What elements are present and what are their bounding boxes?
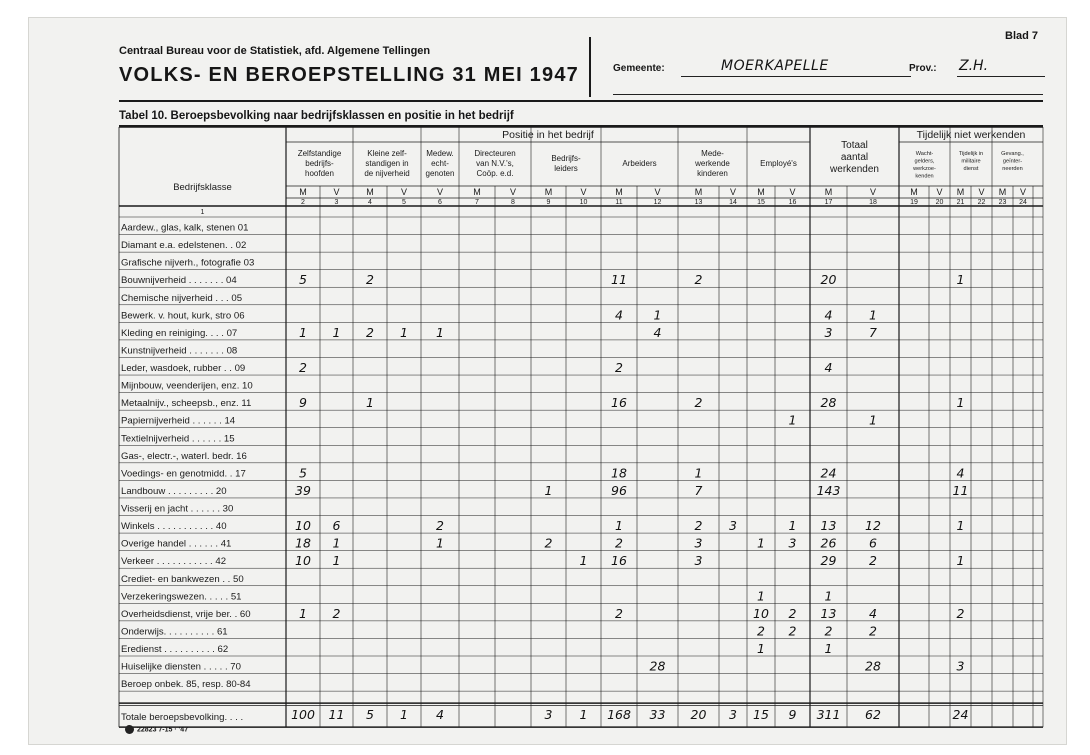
handwritten-value: 1 [869,307,877,323]
row-label: Landbouw . . . . . . . . . 20 [121,485,227,497]
handwritten-value: 18 [611,465,627,481]
tijdelijk-subheader-line: neerden [1002,166,1023,172]
handwritten-value: 1 [653,307,662,323]
mv-label: M [694,187,703,197]
total-value: 3 [544,707,553,723]
handwritten-value: 1 [757,641,765,656]
group-header-line: Directeuren [474,149,516,158]
group-header-line: echt- [431,159,449,168]
column-number: 4 [368,199,372,206]
tijdelijk-subheader-line: Tijdelijk in [958,151,984,157]
total-value: 5 [366,707,374,723]
handwritten-value: 3 [824,324,833,340]
mv-label: M [757,187,765,197]
handwritten-value: 143 [816,482,841,498]
row-label: Huiselijke diensten . . . . . 70 [121,661,241,673]
handwritten-value: 1 [956,553,965,569]
handwritten-value: 3 [694,553,703,569]
handwritten-value: 2 [332,605,341,621]
total-value: 3 [729,707,737,723]
handwritten-value: 1 [544,482,553,498]
handwritten-value: 2 [544,535,553,551]
table-title: Tabel 10. Beroepsbevolking naar bedrijfsklassen en positie in het bedrijf [119,110,514,122]
handwritten-value: 18 [295,535,311,551]
column-number: 19 [910,199,918,206]
tijdelijk-subheader-line: gelders, [914,158,935,165]
handwritten-value: 2 [366,324,374,340]
group-header-line: Mede- [701,149,724,158]
row-label: Kleding en reiniging. . . . 07 [121,327,238,339]
handwritten-value: 1 [757,588,765,604]
handwritten-value: 1 [579,553,588,569]
group-header-line: bedrijfs- [305,159,334,168]
handwritten-value: 1 [332,553,341,569]
mv-label: V [509,187,517,197]
handwritten-value: 2 [824,623,833,639]
mv-label: M [910,187,918,197]
handwritten-value: 10 [295,553,311,569]
group-header-line: standigen in [365,159,409,168]
form-footer [125,725,188,734]
row-label: Diamant e.a. edelstenen. . 02 [121,240,247,252]
handwritten-value: 1 [332,324,341,340]
row-label: Visserij en jacht . . . . . . 30 [121,503,234,515]
total-value: 24 [952,707,969,723]
total-value: 4 [436,707,444,723]
handwritten-value: 1 [956,518,965,534]
row-label: Leder, wasdoek, rubber . . 09 [121,363,246,375]
page-number: Blad 7 [1005,30,1039,42]
census-table [29,18,1066,744]
group-header-line: de nijverheid [364,169,410,178]
handwritten-value: 1 [436,535,444,551]
row-label: Bewerk. v. hout, kurk, stro 06 [121,310,245,322]
group-header-line: Bedrijfs- [551,154,581,163]
handwritten-value: 2 [615,535,623,551]
row-label: Crediet- en bankwezen . . 50 [121,573,244,585]
handwritten-value: 3 [788,535,797,551]
handwritten-value: 1 [869,412,877,428]
handwritten-value: 1 [824,641,833,656]
handwritten-value: 11 [952,482,969,498]
handwritten-value: 7 [694,482,703,498]
group-header-line: leiders [554,164,578,173]
column-number: 21 [956,199,965,206]
group-header-line: Zelfstandige [297,149,342,158]
mv-label: V [400,187,408,197]
handwritten-value: 7 [869,324,877,340]
tijdelijk-subheader-line: militaire [961,158,981,165]
group-header-line: hoofden [305,169,334,178]
handwritten-value: 13 [820,605,837,621]
mv-label: M [366,187,374,197]
column-number: 6 [438,199,442,206]
row-label: Papiernijverheid . . . . . . 14 [121,415,236,427]
column-number: 17 [824,199,833,206]
total-value: 20 [690,707,707,723]
totaal-header-line: Totaal [841,140,868,151]
row-label: Voedings- en genotmidd. . 17 [121,468,246,480]
row-label: Winkels . . . . . . . . . . . 40 [121,521,227,533]
handwritten-value: 2 [869,623,877,639]
column-number: 7 [475,199,479,206]
handwritten-value: 2 [869,553,877,569]
handwritten-value: 2 [366,272,374,288]
mv-label: V [333,187,340,197]
handwritten-value: 2 [694,272,703,288]
column-number: 15 [757,199,765,206]
handwritten-value: 6 [869,535,877,551]
totaal-header-line: werkenden [830,164,879,175]
handwritten-value: 4 [824,360,833,376]
column-number: 14 [729,199,737,206]
total-value: 11 [328,707,345,723]
group-header-line: van N.V.'s, [476,159,514,168]
total-value: 1 [400,707,408,723]
handwritten-value: 4 [869,605,877,621]
handwritten-value: 29 [820,553,837,569]
handwritten-value: 1 [299,324,307,340]
mv-label: V [936,187,943,197]
handwritten-value: 20 [820,272,837,288]
handwritten-value: 16 [611,553,627,569]
column-number-1: 1 [200,209,205,216]
row-label: Textielnijverheid . . . . . . 15 [121,433,235,445]
total-value: 311 [816,707,841,723]
handwritten-value: 16 [611,395,627,411]
handwritten-value: 3 [729,518,737,534]
column-number: 16 [788,199,797,206]
gemeente-label: Gemeente: [613,63,665,74]
handwritten-value: 1 [299,605,307,621]
mv-label: V [1019,187,1027,197]
mv-label: M [473,187,481,197]
total-value: 33 [649,707,666,723]
printer-logo-icon [125,725,134,734]
footer-code: 22823 7-15 · '47 [137,726,189,734]
handwritten-value: 1 [332,535,341,551]
column-number: 3 [334,199,339,206]
handwritten-value: 4 [824,307,833,323]
row-label: Mijnbouw, veenderijen, enz. 10 [121,380,253,392]
handwritten-value: 24 [820,465,837,481]
total-value: 9 [788,707,797,723]
group-header-line: genoten [425,169,455,178]
handwritten-value: 11 [611,272,627,288]
column-number: 22 [977,199,986,206]
handwritten-value: 5 [299,465,307,481]
handwritten-value: 1 [615,518,623,534]
row-label: Overige handel . . . . . . 41 [121,538,232,550]
gemeente-value: MOERKAPELLE [721,58,829,74]
bedrijfsklasse-header: Bedrijfsklasse [173,182,232,193]
handwritten-value: 96 [611,482,627,498]
mv-label: M [544,187,553,197]
handwritten-value: 2 [757,623,765,639]
mv-label: M [998,187,1007,197]
handwritten-value: 1 [956,272,965,288]
row-label: Gas-, electr.-, waterl. bedr. 16 [121,450,247,462]
column-number: 11 [615,199,623,206]
handwritten-value: 1 [436,324,444,340]
handwritten-value: 28 [820,395,837,411]
handwritten-value: 4 [653,324,662,340]
column-number: 20 [935,199,944,206]
total-value: 15 [753,707,769,723]
total-value: 62 [865,707,881,723]
totals-label: Totale beroepsbevolking. . . . [121,712,244,724]
mv-label: V [789,187,796,197]
row-label: Overheidsdienst, vrije ber. . 60 [121,608,251,620]
column-number: 13 [694,199,703,206]
handwritten-value: 39 [295,482,311,498]
group-header-line: Employé's [760,159,797,168]
tijdelijk-subheader-line: Wacht- [915,151,934,157]
handwritten-value: 2 [615,605,623,621]
census-form-sheet [28,17,1067,745]
handwritten-value: 2 [788,605,797,621]
mv-label: V [436,187,444,197]
total-value: 1 [579,707,588,723]
mv-label: M [956,187,965,197]
row-label: Bouwnijverheid . . . . . . . 04 [121,275,237,287]
row-label: Chemische nijverheid . . . 05 [121,292,243,304]
tijdelijk-subheader-line: kenden [915,173,934,180]
handwritten-value: 1 [400,324,408,340]
handwritten-value: 2 [956,605,965,621]
handwritten-value: 3 [956,658,965,674]
totaal-header-line: aantal [840,152,869,163]
handwritten-value: 1 [757,535,765,551]
handwritten-value: 1 [824,588,833,604]
tijdelijk-subheader-line: werkzoe- [913,166,936,172]
column-number: 8 [511,199,515,206]
handwritten-value: 2 [299,360,307,376]
row-label: Verzekeringswezen. . . . . 51 [121,591,242,603]
column-number: 2 [301,199,305,206]
column-number: 23 [998,199,1007,206]
row-label: Beroep onbek. 85, resp. 80-84 [121,679,251,691]
group-header-line: Coöp. e.d. [476,169,514,178]
handwritten-value: 1 [366,395,374,411]
mv-label: V [978,187,985,197]
row-label: Grafische nijverh., fotografie 03 [121,257,255,269]
handwritten-value: 26 [820,535,837,551]
handwritten-value: 3 [694,535,703,551]
group-header-line: werkende [695,159,730,168]
mv-label: M [615,187,623,197]
handwritten-value: 2 [615,360,623,376]
handwritten-value: 9 [299,395,307,411]
handwritten-value: 12 [865,518,881,534]
province-value: Z.H. [959,58,989,74]
handwritten-value: 10 [753,605,769,621]
handwritten-value: 4 [956,465,965,481]
mv-label: V [580,187,587,197]
row-label: Metaalnijv., scheepsb., enz. 11 [121,398,252,410]
handwritten-value: 2 [788,623,797,639]
handwritten-value: 1 [788,412,797,428]
column-number: 5 [402,199,406,206]
group-header-line: Kleine zelf- [367,149,407,158]
handwritten-value: 28 [865,658,881,674]
column-number: 10 [579,199,588,206]
column-number: 9 [546,199,551,206]
mv-label: M [299,187,307,197]
column-number: 18 [869,199,877,206]
positie-header: Positie in het bedrijf [502,129,594,141]
total-value: 100 [291,707,315,723]
handwritten-value: 1 [694,465,703,481]
row-label: Kunstnijverheid . . . . . . . 08 [121,345,238,357]
column-number: 24 [1019,199,1027,206]
handwritten-value: 6 [332,518,341,534]
mv-label: V [654,187,661,197]
handwritten-value: 2 [694,518,703,534]
tijdelijk-subheader-line: geïnter- [1002,158,1023,165]
row-label: Eredienst . . . . . . . . . . 62 [121,644,229,655]
total-value: 168 [607,707,631,723]
group-header-line: Arbeiders [622,159,657,168]
handwritten-value: 10 [295,518,311,534]
mv-label: V [869,187,877,197]
handwritten-value: 2 [694,395,703,411]
bureau-name: Centraal Bureau voor de Statistiek, afd. Algemene Tellingen [119,45,431,57]
handwritten-value: 1 [956,395,965,411]
group-header-line: kinderen [697,169,728,178]
row-label: Verkeer . . . . . . . . . . . 42 [121,556,227,568]
handwritten-value: 4 [615,307,623,323]
row-label: Onderwijs. . . . . . . . . . 61 [121,626,228,638]
province-label: Prov.: [909,63,937,74]
form-title: VOLKS- EN BEROEPSTELLING 31 MEI 1947 [119,64,579,86]
tijdelijk-subheader-line: dienst [963,166,979,172]
tijdelijk-subheader-line: Gevang., [1001,151,1024,157]
group-header-line: Medew. [426,149,454,158]
mv-label: V [729,187,737,197]
handwritten-value: 2 [436,518,444,534]
handwritten-value: 5 [299,272,307,288]
handwritten-value: 13 [820,518,837,534]
tijdelijk-header: Tijdelijk niet werkenden [916,129,1026,141]
column-number: 12 [653,199,662,206]
handwritten-value: 28 [649,658,666,674]
row-label: Aardew., glas, kalk, stenen 01 [121,222,249,234]
mv-label: M [824,187,833,197]
handwritten-value: 1 [788,518,797,534]
